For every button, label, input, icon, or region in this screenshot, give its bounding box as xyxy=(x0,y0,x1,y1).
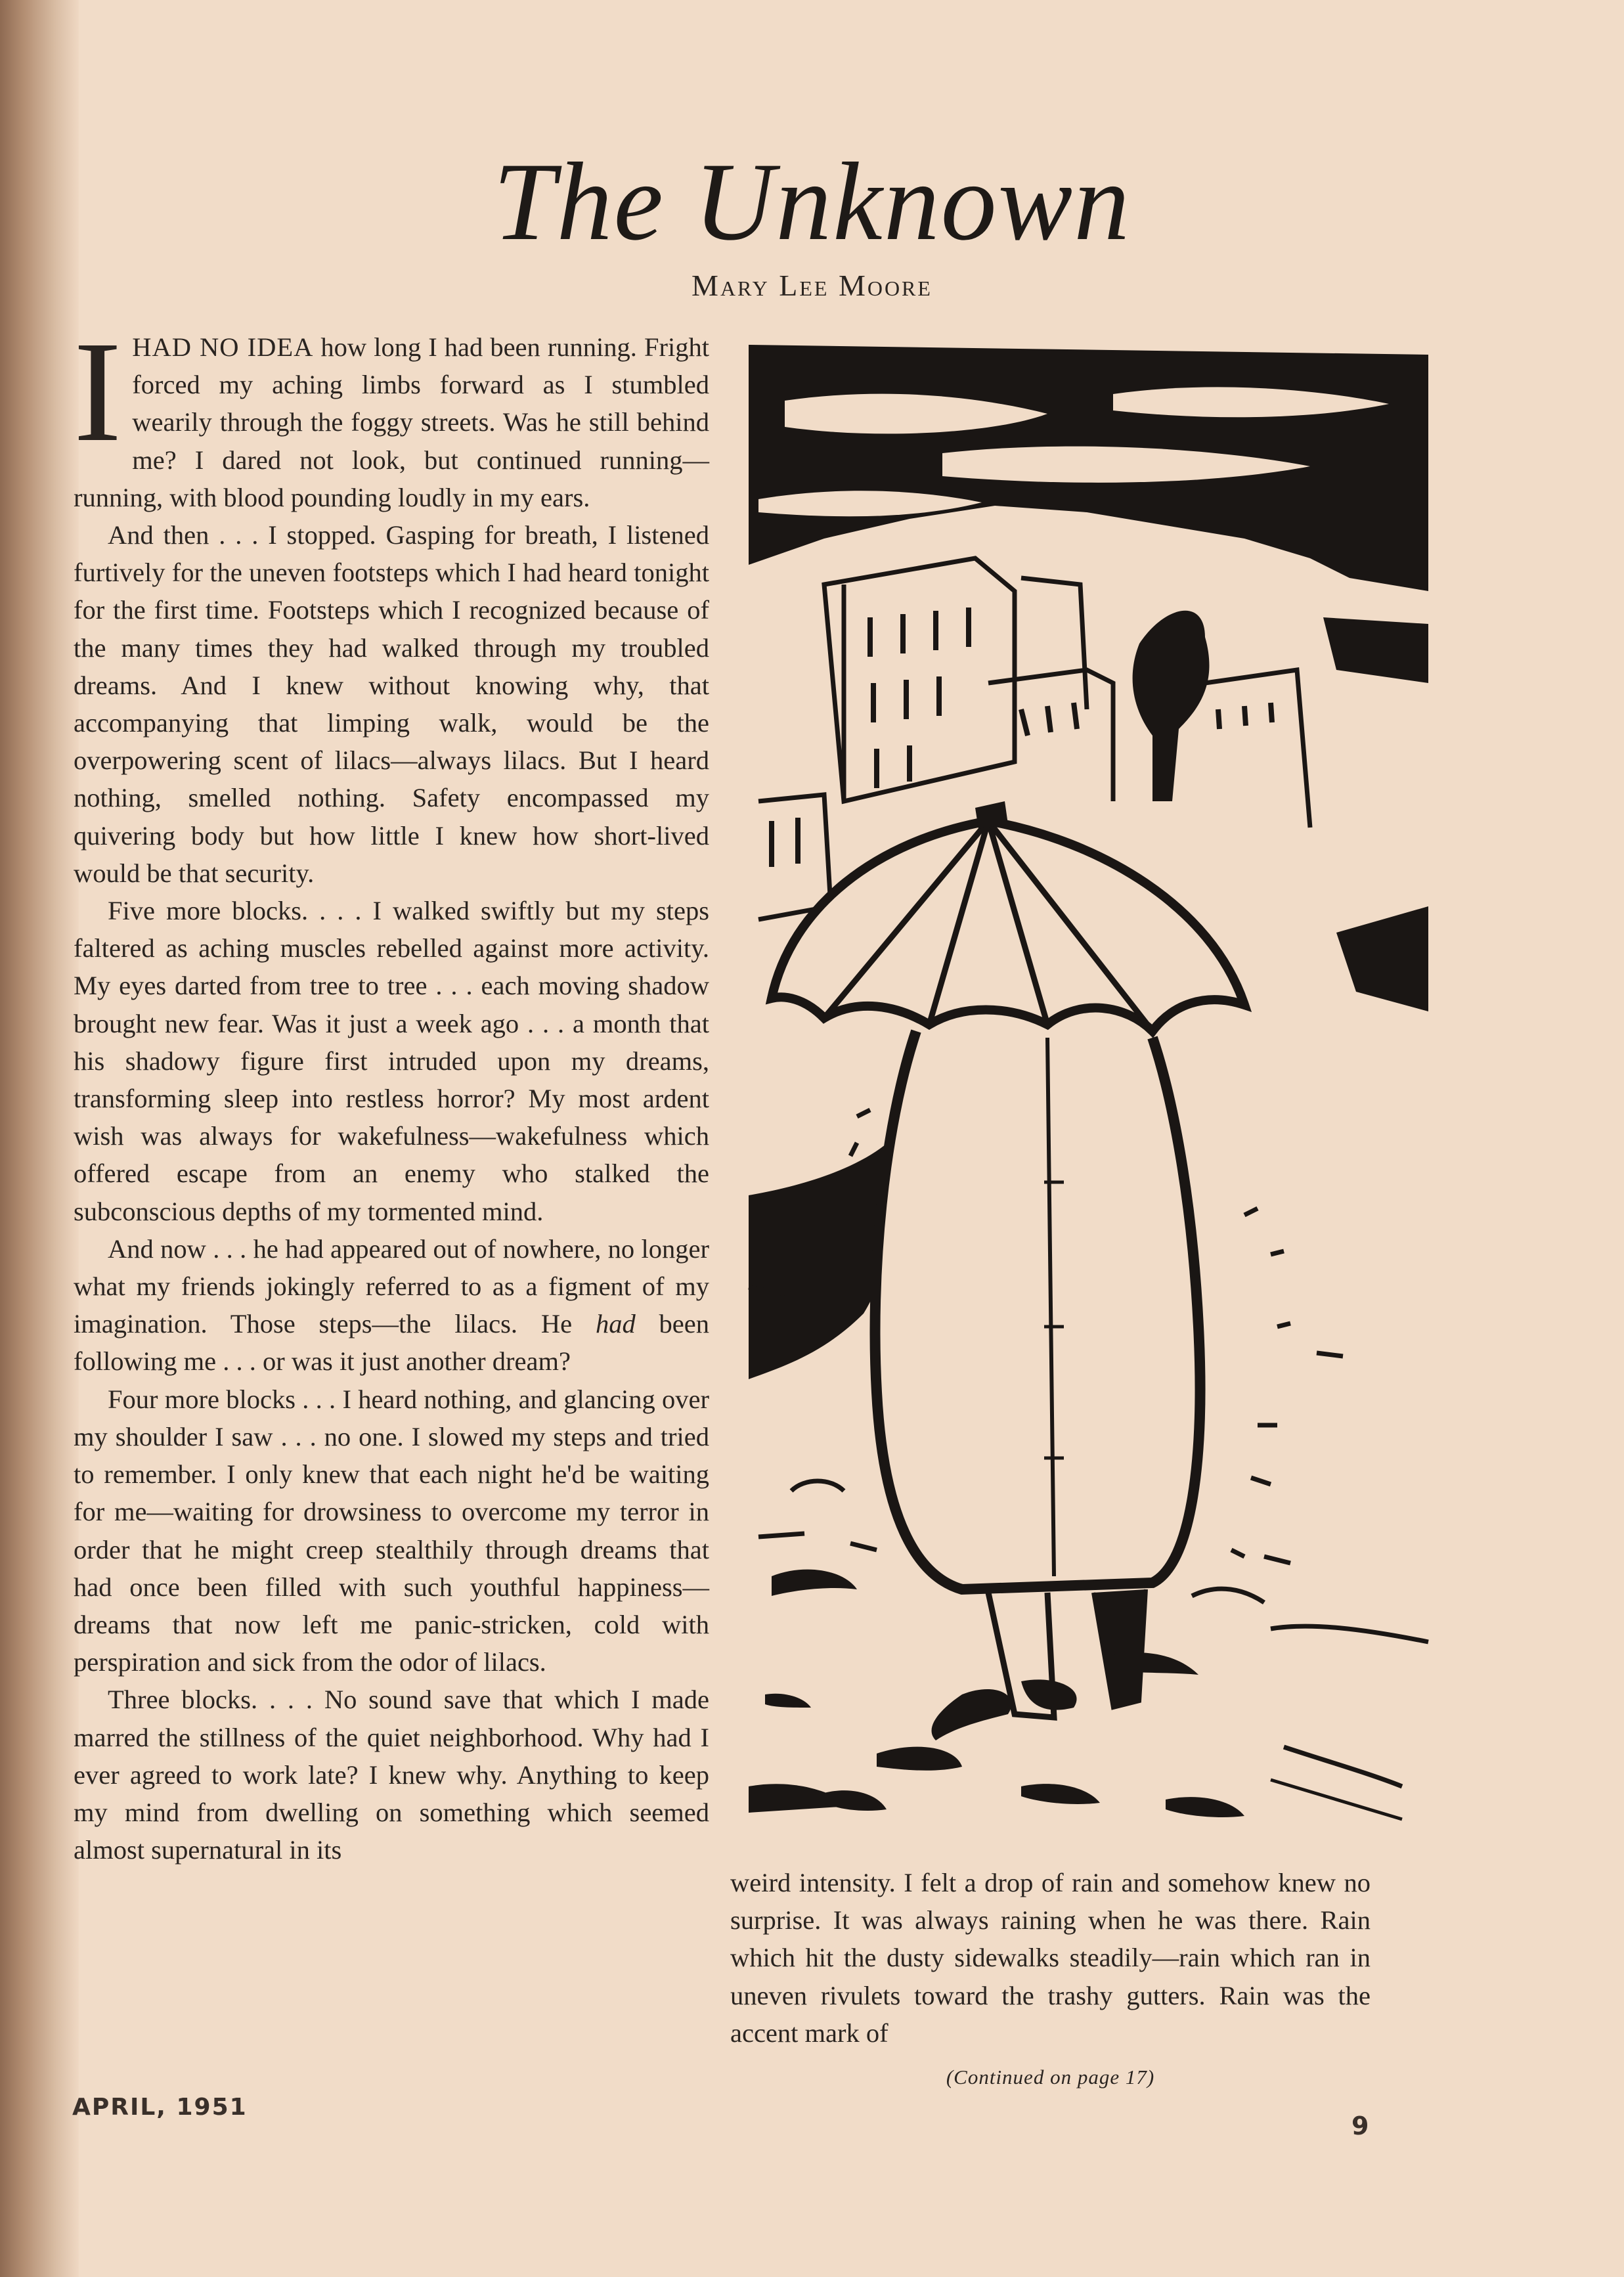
paragraph-4-text-b: been following me . . . or was it just another dream? xyxy=(74,1309,709,1377)
paragraph-1-text: how long I had been running. Fright forced my aching limbs forward as I stumbled wearily through the foggy streets. Was he still behind me? I dared not look, but continued running—running, with blood pounding loudly in my ears. xyxy=(74,332,710,512)
drop-cap: I xyxy=(74,311,122,472)
paragraph-5: Four more blocks . . . I heard nothing, and glancing over my shoulder I saw . . . no one. I slowed my steps and tried to remember. I only knew that each night he'd be waiting for me—waiting for drowsiness to overcome my terror in order that he might creep stealthily through dreams that had once been filled with such youthful happiness—dreams that now left me panic-stricken, cold with perspiration and sick from the odor of lilacs. xyxy=(74,1384,709,1677)
right-text-column xyxy=(730,1864,1371,2052)
article-title: The Unknown xyxy=(493,140,1131,263)
article-author: Mary Lee Moore xyxy=(691,269,933,302)
paragraph-6: Three blocks. . . . No sound save that which I made marred the stillness of the quiet neighborhood. Why had I ever agreed to work late? I knew why. Anything to keep my mind from dwelling on something which seemed almost supernatural in its xyxy=(74,1685,709,1865)
issue-date: APRIL, 1951 xyxy=(72,2094,248,2121)
continued-note: (Continued on page 17) xyxy=(946,2066,1155,2089)
paragraph-1 xyxy=(74,311,710,516)
right-paragraph: weird intensity. I felt a drop of rain and somehow knew no surprise. It was always raining when he was there. Rain which hit the dusty sidewalks steadily—rain which ran in uneven rivulets toward the trashy gutters. Rain was the accent mark of xyxy=(730,1868,1371,2048)
paragraph-2: And then . . . I stopped. Gasping for breath, I listened furtively for the uneven footsteps which I had heard tonight for the first time. Footsteps which I recognized because of the many times they had walked through my troubled dreams. And I knew without knowing why, that accompanying that limping walk, would be the overpowering scent of lilacs—always lilacs. But I heard nothing, smelled nothing. Safety encompassed my quivering body but how little I knew how short-lived would be that security. xyxy=(74,520,709,888)
paragraph-3: Five more blocks. . . . I walked swiftly but my steps faltered as aching muscles rebelled against more activity. My eyes darted from tree to tree . . . each moving shadow brought new fear. Was it just a week ago . . . a month that his shadowy figure first intruded upon my dreams, transforming sleep into restless horror? My most ardent wish was always for wakefulness—wakefulness which offered escape from an enemy who stalked the subconscious depths of my tormented mind. xyxy=(74,896,709,1226)
page-number: 9 xyxy=(1351,2111,1369,2140)
left-text-column xyxy=(74,311,710,1868)
woman-with-umbrella-in-rain-illustration xyxy=(745,342,1432,1826)
paragraph-4-text-a: And now . . . he had appeared out of nowhere, no longer what my friends jokingly referred to as a figment of my imagination. Those steps—the lilacs. He xyxy=(74,1233,709,1339)
opening-caps: HAD NO IDEA xyxy=(132,332,314,362)
paragraph-4 xyxy=(74,1230,709,1381)
paragraph-4-emphasis: had xyxy=(595,1309,636,1339)
